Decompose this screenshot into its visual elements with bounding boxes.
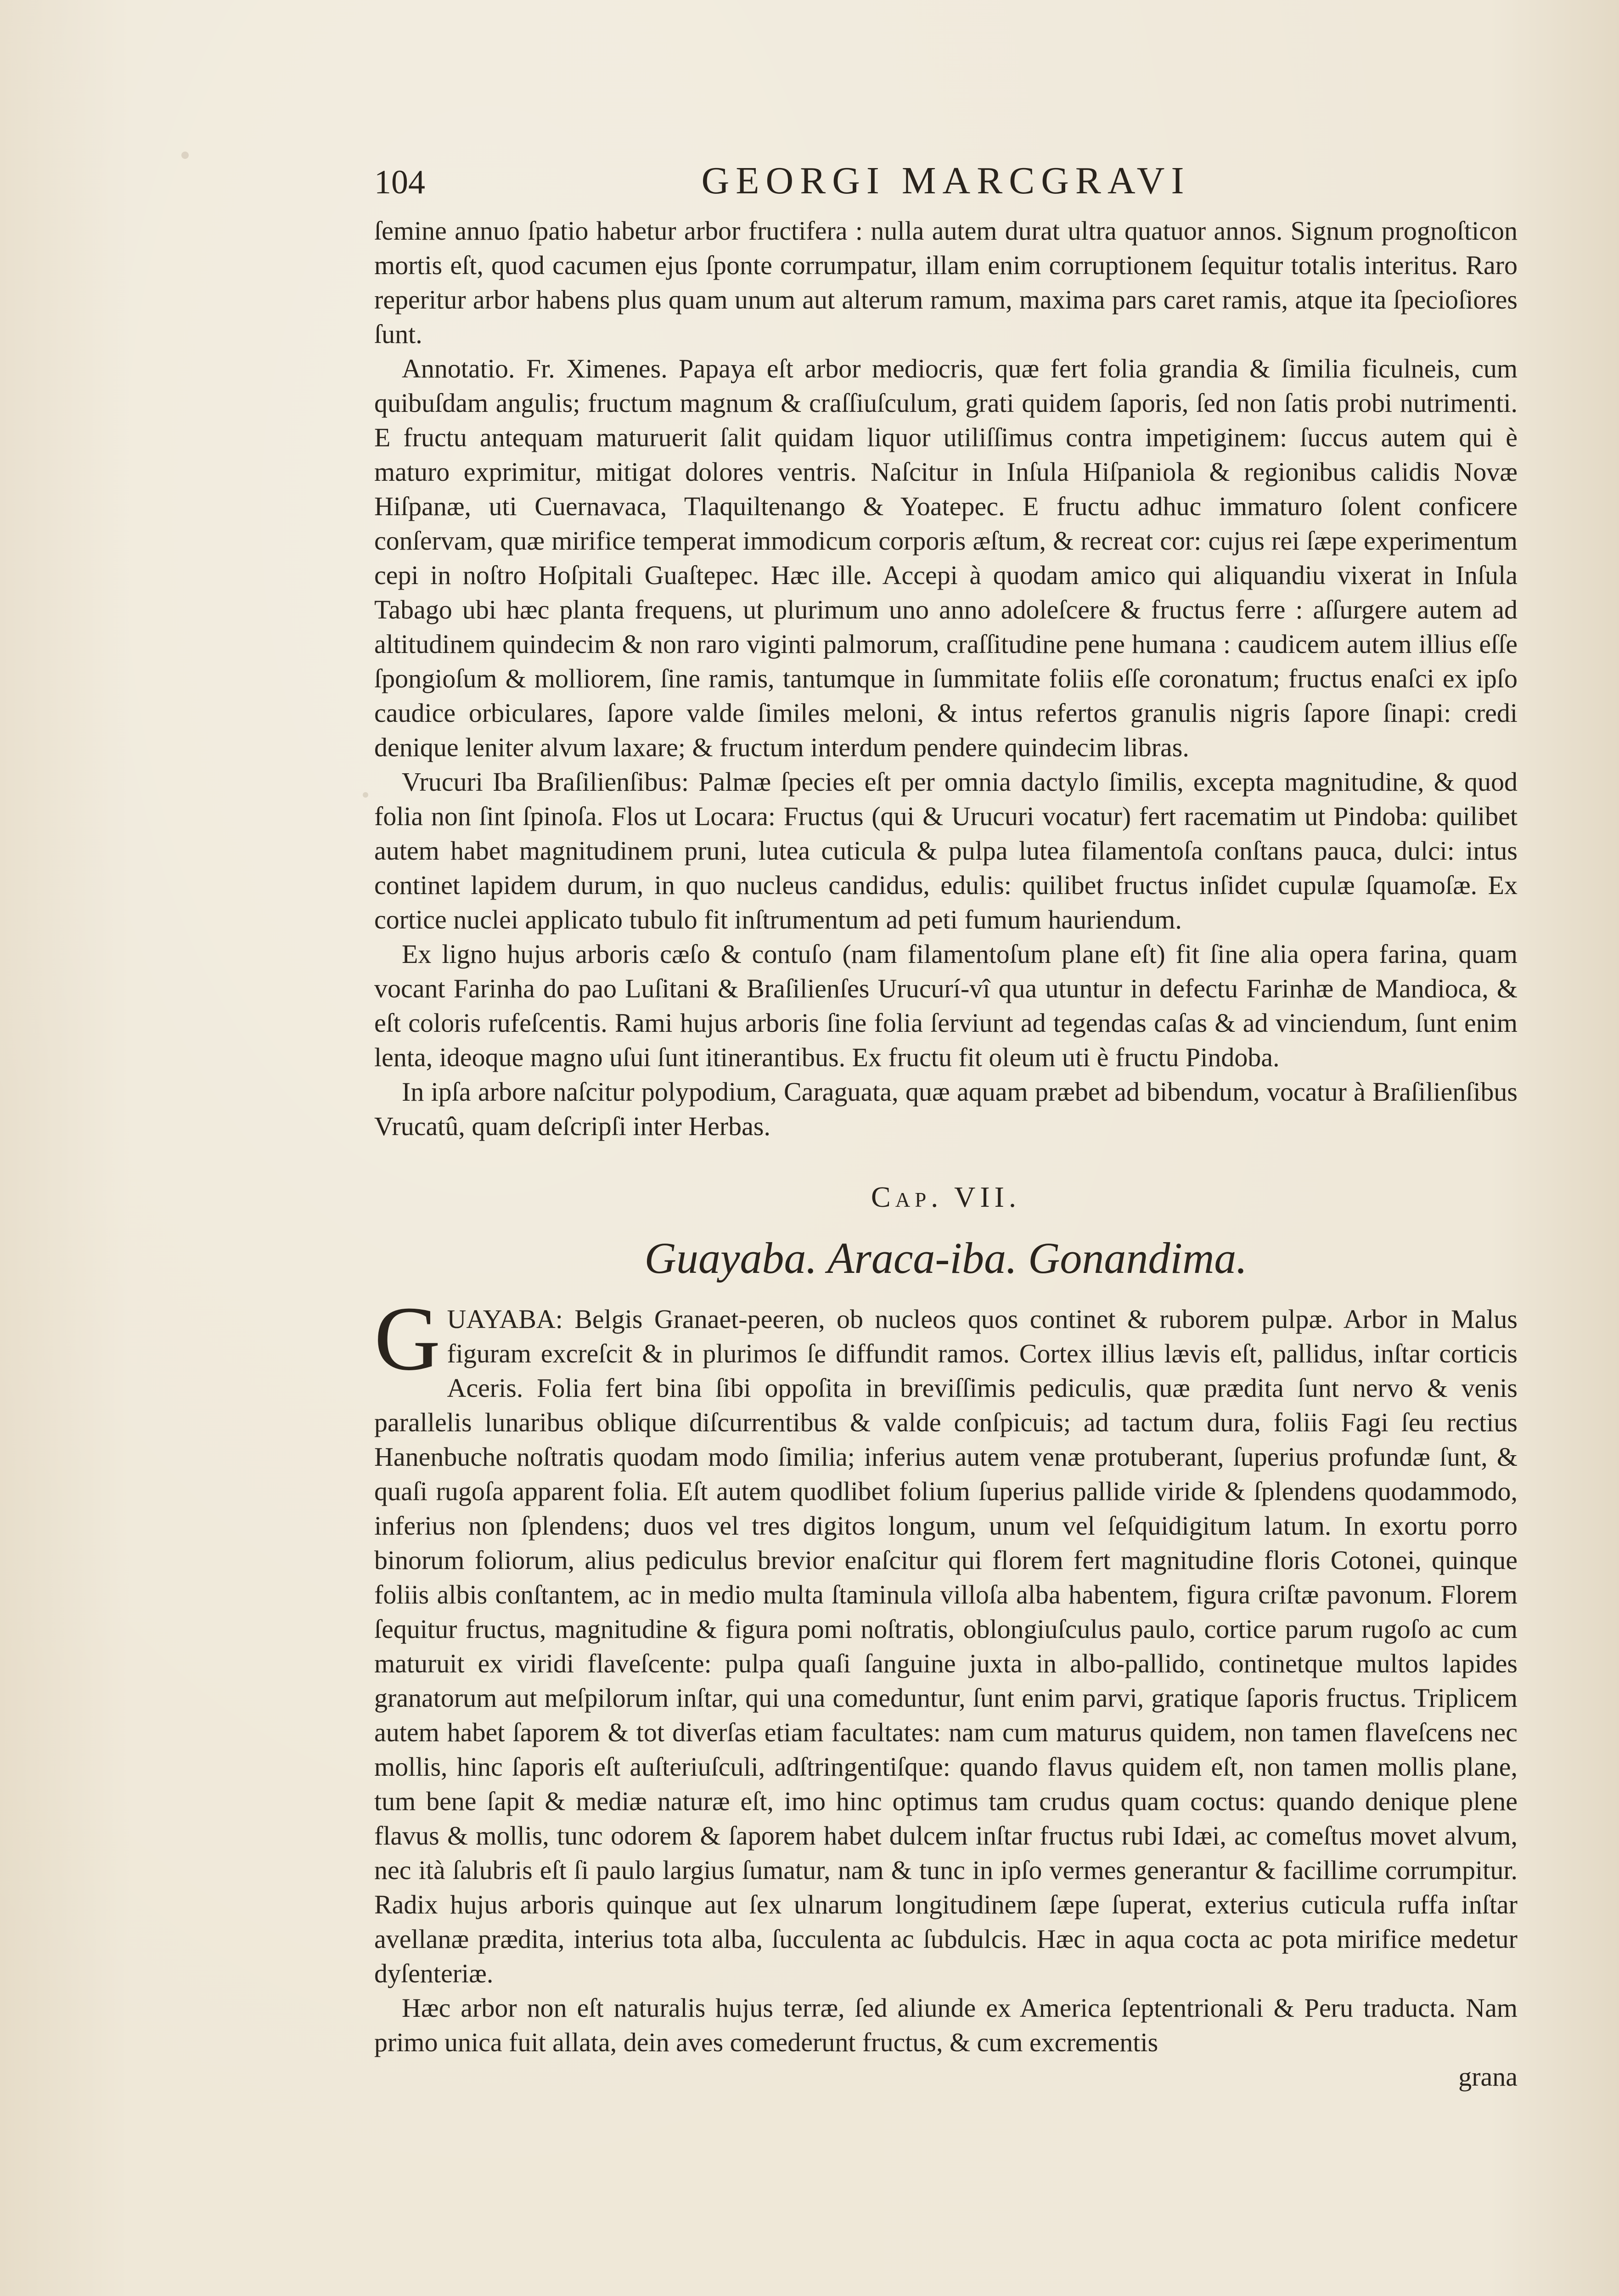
- paragraph: Annotatio. Fr. Ximenes. Papaya eſt arbor mediocris, quæ fert folia grandia & ſimilia ficulneis, cum quibuſdam angulis; fructum magnum & craſſiuſculum, grati quidem ſaporis, ſed non ſatis probi nutrimenti. E fructu antequam maturuerit ſalit quidam liquor utiliſſimus contra impetiginem: ſuccus autem qui è maturo exprimitur, mitigat dolores ventris. Naſcitur in Inſula Hiſpaniola & regionibus calidis Novæ Hiſpanæ, uti Cuernavaca, Tlaquiltenango & Yoatepec. E fructu adhuc immaturo ſolent conficere conſervam, quæ mirifice temperat immodicum corporis æſtum, & recreat cor: cujus rei ſæpe experimentum cepi in noſtro Hoſpitali Guaſtepec. Hæc ille. Accepi à quodam amico qui aliquandiu vixerat in Inſula Tabago ubi hæc planta frequens, ut plurimum uno anno adoleſcere & fructus ferre : aſſurgere autem ad altitudinem quindecim & non raro viginti palmorum, craſſitudine pene humana : caudicem autem illius eſſe ſpongioſum & molliorem, ſine ramis, tantumque in ſummitate foliis eſſe coronatum; fructus enaſci ex ipſo caudice orbiculares, ſapore valde ſimiles meloni, & intus refertos granulis nigris ſapore ſinapi: credi denique leniter alvum laxare; & fructum interdum pendere quindecim libras.: [374, 354, 1518, 762]
- running-title: GEORGI MARCGRAVI: [701, 159, 1191, 202]
- chapter-heading: Cap. VII.: [871, 1181, 1021, 1213]
- text-block: [374, 158, 1518, 2094]
- paragraph: ſemine annuo ſpatio habetur arbor fructifera : nulla autem durat ultra quatuor annos. Signum prognoſticon mortis eſt, quod cacumen ejus ſponte corrumpatur, illam enim corruptionem ſequitur totalis interitus. Raro reperitur arbor habens plus quam unum aut alterum ramum, maxima pars caret ramis, atque ita ſpecioſiores ſunt.: [374, 216, 1518, 349]
- drop-cap: G: [374, 1288, 441, 1390]
- paragraph: Hæc arbor non eſt naturalis hujus terræ, ſed aliunde ex America ſeptentrionali & Peru traducta. Nam primo unica fuit allata, dein aves comederunt fructus, & cum excrementis: [374, 1993, 1518, 2057]
- paragraph: Ex ligno hujus arboris cæſo & contuſo (nam filamentoſum plane eſt) fit ſine alia opera farina, quam vocant Farinha do pao Luſitani & Braſilienſes Urucurí-vî qua utuntur in defectu Farinhæ de Mandioca, & eſt coloris rufeſcentis. Rami hujus arboris ſine folia ſerviunt ad tegendas caſas & ad vinciendum, ſunt enim lenta, ideoque magno uſui ſunt itinerantibus. Ex fructu fit oleum uti è fructu Pindoba.: [374, 939, 1518, 1072]
- chapter-opening: [374, 1288, 1518, 1991]
- running-header: [374, 158, 1518, 214]
- paragraph: In ipſa arbore naſcitur polypodium, Caraguata, quæ aquam præbet ad bibendum, vocatur à Braſilienſibus Vrucatû, quam deſcripſi inter Herbas.: [374, 1077, 1518, 1141]
- page-number: 104: [374, 163, 425, 201]
- ink-spot: [363, 792, 368, 798]
- ink-spot: [181, 152, 189, 159]
- catchword: grana: [1458, 2062, 1518, 2092]
- paragraph: UAYABA: Belgis Granaet-peeren, ob nucleos quos continet & ruborem pulpæ. Arbor in Malus figuram excreſcit & in plurimos ſe diffundit ramos. Cortex illius lævis eſt, pallidus, inſtar corticis Aceris. Folia fert bina ſibi oppoſita in breviſſimis pediculis, quæ prædita ſunt nervo & venis parallelis lunaribus oblique diſcurrentibus & valde conſpicuis; ad tactum dura, foliis Fagi ſeu rectius Hanenbuche noſtratis quodam modo ſimilia; inferius autem venæ protuberant, ſuperius profundæ ſunt, & quaſi rugoſa apparent folia. Eſt autem quodlibet folium ſuperius pallide viride & ſplendens quodammodo, inferius non ſplendens; duos vel tres digitos longum, unum vel ſeſquidigitum latum. In exortu porro binorum foliorum, alius pediculus brevior enaſcitur qui florem fert magnitudine floris Cotonei, quinque foliis albis conſtantem, ac in medio multa ſtaminula villoſa alba habentem, figura criſtæ pavonum. Florem ſequitur fructus, magnitudine & figura pomi noſtratis, oblongiuſculus paulo, cortice parum rugoſo ac cum maturuit ex viridi flaveſcente: pulpa quaſi ſanguine juxta in albo-pallido, continetque multos lapides granatorum aut meſpilorum inſtar, qui una comeduntur, ſunt enim parvi, gratique ſaporis fructus. Triplicem autem habet ſaporem & tot diverſas etiam facultates: nam cum maturus quidem, non tamen flaveſcens nec mollis, hinc ſaporis eſt auſteriuſculi, adſtringentiſque: quando flavus quidem eſt, non tamen mollis plane, tum bene ſapit & mediæ naturæ eſt, imo hinc optimus tam crudus quam coctus: quando denique plene flavus & mollis, tunc odorem & ſaporem habet dulcem inſtar fructus rubi Idæi, ac comeſtus movet alvum, nec ità ſalubris eſt ſi paulo largius ſumatur, nam & tunc in ipſo vermes generantur & facillime corrumpitur. Radix hujus arboris quinque aut ſex ulnarum longitudinem ſæpe ſuperat, exterius cuticula ruffa inſtar avellanæ prædita, interius tota alba, ſucculenta ac ſubdulcis. Hæc in aqua cocta ac pota mirifice medetur dyſenteriæ.: [374, 1304, 1518, 1988]
- paragraph: Vrucuri Iba Braſilienſibus: Palmæ ſpecies eſt per omnia dactylo ſimilis, excepta magnitudine, & quod folia non ſint ſpinoſa. Flos ut Locara: Fructus (qui & Urucuri vocatur) fert racematim ut Pindoba: quilibet autem habet magnitudinem pruni, lutea cuticula & pulpa lutea filamentoſa conſtans pauca, dulci: intus continet lapidem durum, in quo nucleus candidus, edulis: quilibet fructus inſidet cupulæ ſquamoſæ. Ex cortice nuclei applicato tubulo fit inſtrumentum ad peti fumum hauriendum.: [374, 767, 1518, 934]
- chapter-title: Guayaba. Araca-iba. Gonandima.: [644, 1233, 1248, 1283]
